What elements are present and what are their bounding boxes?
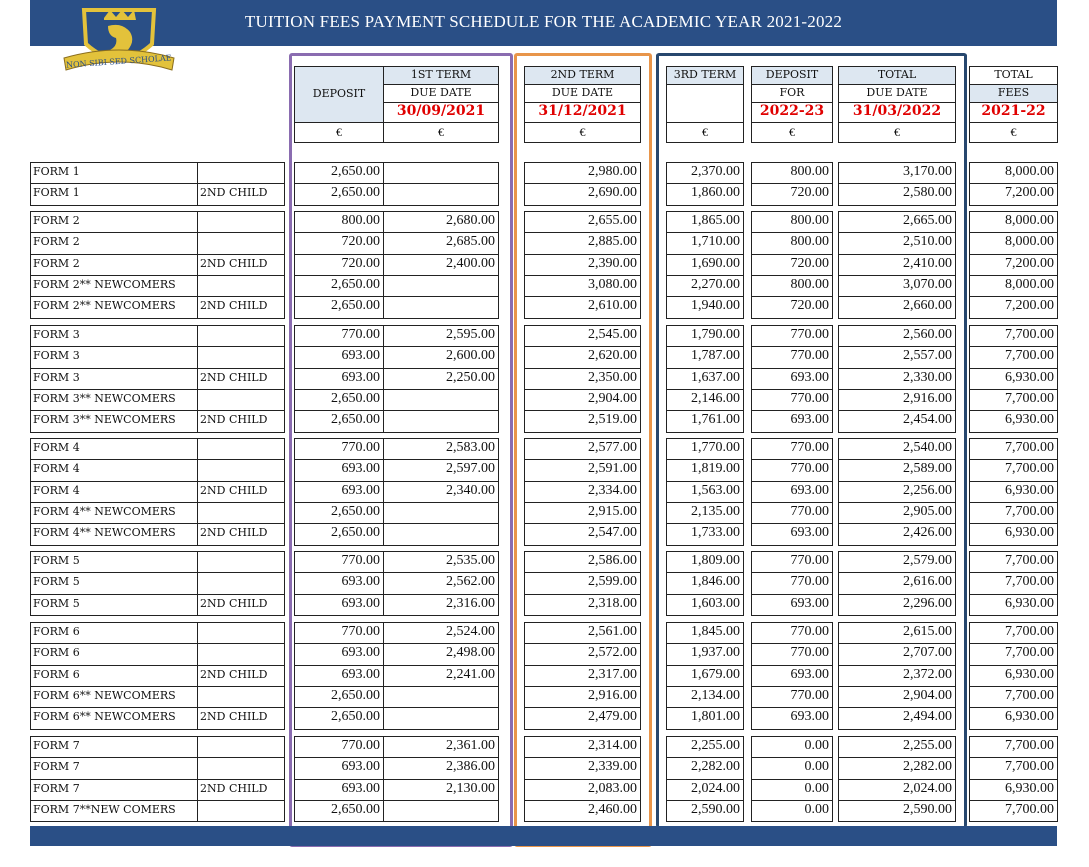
amount-t3: 2,282.00 — [666, 757, 744, 780]
amount-t1 — [383, 389, 499, 411]
child-label: 2ND CHILD — [197, 296, 285, 319]
amount-total: 2,916.00 — [838, 389, 956, 411]
form-label: FORM 6 — [30, 665, 198, 687]
amount-deposit: 2,650.00 — [294, 707, 384, 730]
amount-fees: 7,700.00 — [969, 622, 1058, 644]
page-title: TUITION FEES PAYMENT SCHEDULE FOR THE ACADEMIC YEAR 2021-2022 — [244, 12, 843, 31]
amount-t3: 1,940.00 — [666, 296, 744, 319]
form-label: FORM 2 — [30, 211, 198, 233]
amount-t3: 1,761.00 — [666, 410, 744, 433]
amount-fees: 7,700.00 — [969, 800, 1058, 822]
form-label: FORM 7**NEW COMERS — [30, 800, 198, 822]
form-label: FORM 6 — [30, 643, 198, 666]
amount-t1 — [383, 410, 499, 433]
child-label — [197, 800, 285, 822]
form-label: FORM 7 — [30, 779, 198, 801]
form-label: FORM 4 — [30, 438, 198, 460]
amount-deposit: 2,650.00 — [294, 389, 384, 411]
amount-t3: 1,937.00 — [666, 643, 744, 666]
currency-fees: € — [969, 122, 1058, 143]
form-label: FORM 4** NEWCOMERS — [30, 502, 198, 524]
amount-t2: 2,350.00 — [524, 368, 641, 390]
header-total-due: DUE DATE — [838, 84, 956, 103]
child-label — [197, 622, 285, 644]
child-label — [197, 686, 285, 708]
amount-t3: 2,255.00 — [666, 736, 744, 758]
child-label: 2ND CHILD — [197, 183, 285, 206]
amount-t3: 1,710.00 — [666, 232, 744, 255]
amount-fees: 8,000.00 — [969, 211, 1058, 233]
amount-total: 2,256.00 — [838, 481, 956, 503]
amount-total: 2,557.00 — [838, 346, 956, 369]
amount-t3: 2,134.00 — [666, 686, 744, 708]
amount-t2: 2,318.00 — [524, 594, 641, 616]
amount-total: 2,540.00 — [838, 438, 956, 460]
amount-dep: 0.00 — [751, 736, 833, 758]
amount-dep: 693.00 — [751, 368, 833, 390]
amount-t1: 2,524.00 — [383, 622, 499, 644]
child-label — [197, 551, 285, 573]
amount-deposit: 693.00 — [294, 594, 384, 616]
child-label — [197, 459, 285, 482]
amount-fees: 7,700.00 — [969, 438, 1058, 460]
form-label: FORM 4 — [30, 481, 198, 503]
form-label: FORM 3 — [30, 346, 198, 369]
form-label: FORM 5 — [30, 594, 198, 616]
amount-deposit: 770.00 — [294, 438, 384, 460]
amount-fees: 8,000.00 — [969, 275, 1058, 297]
child-label: 2ND CHILD — [197, 481, 285, 503]
amount-dep: 770.00 — [751, 643, 833, 666]
amount-total: 3,170.00 — [838, 162, 956, 184]
amount-t3: 1,809.00 — [666, 551, 744, 573]
amount-dep: 770.00 — [751, 346, 833, 369]
amount-dep: 770.00 — [751, 686, 833, 708]
amount-deposit: 693.00 — [294, 643, 384, 666]
amount-dep: 770.00 — [751, 325, 833, 347]
title-banner — [30, 0, 1057, 46]
amount-total: 2,904.00 — [838, 686, 956, 708]
amount-dep: 770.00 — [751, 502, 833, 524]
amount-fees: 7,700.00 — [969, 346, 1058, 369]
amount-deposit: 693.00 — [294, 665, 384, 687]
form-label: FORM 3** NEWCOMERS — [30, 410, 198, 433]
amount-t3: 2,024.00 — [666, 779, 744, 801]
amount-deposit: 693.00 — [294, 459, 384, 482]
header-total: TOTAL — [838, 66, 956, 85]
amount-deposit: 2,650.00 — [294, 183, 384, 206]
amount-t3: 1,787.00 — [666, 346, 744, 369]
amount-dep: 800.00 — [751, 162, 833, 184]
currency-t3: € — [666, 122, 744, 143]
child-label — [197, 211, 285, 233]
amount-fees: 7,700.00 — [969, 551, 1058, 573]
header-term1: 1ST TERM — [383, 66, 499, 85]
amount-deposit: 2,650.00 — [294, 162, 384, 184]
amount-t2: 2,586.00 — [524, 551, 641, 573]
amount-t3: 1,846.00 — [666, 572, 744, 595]
amount-dep: 693.00 — [751, 707, 833, 730]
amount-total: 2,615.00 — [838, 622, 956, 644]
amount-t2: 2,317.00 — [524, 665, 641, 687]
amount-fees: 6,930.00 — [969, 707, 1058, 730]
amount-deposit: 720.00 — [294, 232, 384, 255]
amount-t3: 2,135.00 — [666, 502, 744, 524]
amount-t2: 2,519.00 — [524, 410, 641, 433]
amount-deposit: 2,650.00 — [294, 800, 384, 822]
amount-total: 2,579.00 — [838, 551, 956, 573]
amount-t2: 2,547.00 — [524, 523, 641, 546]
amount-t2: 2,915.00 — [524, 502, 641, 524]
header-term1-due: DUE DATE — [383, 84, 499, 103]
currency-t2: € — [524, 122, 641, 143]
amount-t1: 2,498.00 — [383, 643, 499, 666]
amount-t3: 1,770.00 — [666, 438, 744, 460]
amount-t3: 1,790.00 — [666, 325, 744, 347]
amount-deposit: 2,650.00 — [294, 296, 384, 319]
form-label: FORM 1 — [30, 162, 198, 184]
footer-bar — [30, 826, 1057, 846]
form-label: FORM 6** NEWCOMERS — [30, 686, 198, 708]
child-label — [197, 643, 285, 666]
amount-t1: 2,361.00 — [383, 736, 499, 758]
amount-total: 3,070.00 — [838, 275, 956, 297]
header-deposit: DEPOSIT — [294, 66, 384, 123]
amount-dep: 770.00 — [751, 459, 833, 482]
amount-t1: 2,130.00 — [383, 779, 499, 801]
child-label — [197, 162, 285, 184]
amount-t1 — [383, 800, 499, 822]
amount-t2: 2,980.00 — [524, 162, 641, 184]
child-label: 2ND CHILD — [197, 368, 285, 390]
amount-t1: 2,680.00 — [383, 211, 499, 233]
amount-t1: 2,595.00 — [383, 325, 499, 347]
form-label: FORM 7 — [30, 736, 198, 758]
amount-dep: 693.00 — [751, 665, 833, 687]
amount-dep: 693.00 — [751, 594, 833, 616]
amount-t3: 2,590.00 — [666, 800, 744, 822]
header-fees: FEES — [969, 84, 1058, 103]
amount-fees: 7,700.00 — [969, 459, 1058, 482]
amount-fees: 6,930.00 — [969, 368, 1058, 390]
amount-t2: 2,591.00 — [524, 459, 641, 482]
amount-t1 — [383, 162, 499, 184]
form-label: FORM 2** NEWCOMERS — [30, 296, 198, 319]
header-deposit-next-year: 2022-23 — [751, 102, 833, 123]
header-term2-date: 31/12/2021 — [524, 102, 641, 123]
form-label: FORM 6** NEWCOMERS — [30, 707, 198, 730]
child-label: 2ND CHILD — [197, 707, 285, 730]
amount-fees: 7,700.00 — [969, 736, 1058, 758]
amount-deposit: 693.00 — [294, 346, 384, 369]
amount-t1: 2,250.00 — [383, 368, 499, 390]
amount-t1 — [383, 275, 499, 297]
amount-t1 — [383, 502, 499, 524]
amount-t3: 2,146.00 — [666, 389, 744, 411]
amount-total: 2,494.00 — [838, 707, 956, 730]
amount-t3: 1,690.00 — [666, 254, 744, 276]
amount-fees: 7,700.00 — [969, 757, 1058, 780]
amount-total: 2,707.00 — [838, 643, 956, 666]
amount-total: 2,282.00 — [838, 757, 956, 780]
amount-fees: 7,200.00 — [969, 183, 1058, 206]
form-label: FORM 3 — [30, 368, 198, 390]
amount-fees: 6,930.00 — [969, 665, 1058, 687]
amount-total: 2,426.00 — [838, 523, 956, 546]
amount-t1 — [383, 523, 499, 546]
amount-deposit: 2,650.00 — [294, 275, 384, 297]
amount-fees: 7,200.00 — [969, 254, 1058, 276]
child-label — [197, 736, 285, 758]
child-label — [197, 572, 285, 595]
amount-t3: 2,370.00 — [666, 162, 744, 184]
amount-dep: 770.00 — [751, 622, 833, 644]
amount-total: 2,589.00 — [838, 459, 956, 482]
header-term2-due: DUE DATE — [524, 84, 641, 103]
amount-fees: 7,700.00 — [969, 325, 1058, 347]
amount-deposit: 800.00 — [294, 211, 384, 233]
child-label — [197, 438, 285, 460]
amount-dep: 693.00 — [751, 523, 833, 546]
amount-total: 2,580.00 — [838, 183, 956, 206]
child-label: 2ND CHILD — [197, 779, 285, 801]
header-total-date: 31/03/2022 — [838, 102, 956, 123]
amount-total: 2,372.00 — [838, 665, 956, 687]
amount-t1: 2,562.00 — [383, 572, 499, 595]
amount-t3: 2,270.00 — [666, 275, 744, 297]
header-fees-year: 2021-22 — [969, 102, 1058, 123]
amount-deposit: 770.00 — [294, 551, 384, 573]
child-label — [197, 275, 285, 297]
amount-deposit: 2,650.00 — [294, 502, 384, 524]
amount-deposit: 693.00 — [294, 757, 384, 780]
amount-fees: 7,700.00 — [969, 643, 1058, 666]
amount-t3: 1,845.00 — [666, 622, 744, 644]
header-fees-total: TOTAL — [969, 66, 1058, 85]
amount-t2: 2,885.00 — [524, 232, 641, 255]
amount-t3: 1,563.00 — [666, 481, 744, 503]
amount-deposit: 2,650.00 — [294, 686, 384, 708]
amount-t1: 2,535.00 — [383, 551, 499, 573]
amount-dep: 800.00 — [751, 275, 833, 297]
amount-t1: 2,685.00 — [383, 232, 499, 255]
header-term1-date: 30/09/2021 — [383, 102, 499, 123]
child-label — [197, 757, 285, 780]
amount-fees: 6,930.00 — [969, 523, 1058, 546]
amount-t2: 2,083.00 — [524, 779, 641, 801]
amount-t2: 2,339.00 — [524, 757, 641, 780]
amount-total: 2,560.00 — [838, 325, 956, 347]
child-label: 2ND CHILD — [197, 410, 285, 433]
amount-t2: 3,080.00 — [524, 275, 641, 297]
child-label: 2ND CHILD — [197, 523, 285, 546]
amount-t2: 2,655.00 — [524, 211, 641, 233]
amount-t2: 2,690.00 — [524, 183, 641, 206]
amount-t2: 2,577.00 — [524, 438, 641, 460]
amount-dep: 720.00 — [751, 296, 833, 319]
amount-deposit: 2,650.00 — [294, 410, 384, 433]
amount-fees: 7,700.00 — [969, 686, 1058, 708]
currency-deposit: € — [294, 122, 384, 143]
header-term3: 3RD TERM — [666, 66, 744, 85]
amount-t3: 1,679.00 — [666, 665, 744, 687]
amount-fees: 6,930.00 — [969, 779, 1058, 801]
form-label: FORM 4 — [30, 459, 198, 482]
amount-dep: 693.00 — [751, 481, 833, 503]
child-label: 2ND CHILD — [197, 254, 285, 276]
amount-t2: 2,620.00 — [524, 346, 641, 369]
amount-total: 2,590.00 — [838, 800, 956, 822]
amount-total: 2,024.00 — [838, 779, 956, 801]
amount-dep: 720.00 — [751, 254, 833, 276]
amount-fees: 7,700.00 — [969, 502, 1058, 524]
amount-deposit: 770.00 — [294, 736, 384, 758]
form-label: FORM 2 — [30, 254, 198, 276]
amount-t2: 2,916.00 — [524, 686, 641, 708]
amount-fees: 7,700.00 — [969, 389, 1058, 411]
amount-dep: 0.00 — [751, 800, 833, 822]
amount-t2: 2,334.00 — [524, 481, 641, 503]
amount-deposit: 720.00 — [294, 254, 384, 276]
form-label: FORM 6 — [30, 622, 198, 644]
amount-total: 2,296.00 — [838, 594, 956, 616]
amount-t2: 2,479.00 — [524, 707, 641, 730]
currency-t1: € — [383, 122, 499, 143]
amount-dep: 720.00 — [751, 183, 833, 206]
amount-total: 2,330.00 — [838, 368, 956, 390]
amount-t2: 2,314.00 — [524, 736, 641, 758]
form-label: FORM 1 — [30, 183, 198, 206]
header-term2: 2ND TERM — [524, 66, 641, 85]
amount-dep: 770.00 — [751, 438, 833, 460]
child-label — [197, 346, 285, 369]
amount-t3: 1,801.00 — [666, 707, 744, 730]
amount-deposit: 2,650.00 — [294, 523, 384, 546]
form-label: FORM 4** NEWCOMERS — [30, 523, 198, 546]
form-label: FORM 3 — [30, 325, 198, 347]
amount-dep: 800.00 — [751, 232, 833, 255]
amount-fees: 6,930.00 — [969, 481, 1058, 503]
amount-t2: 2,460.00 — [524, 800, 641, 822]
form-label: FORM 3** NEWCOMERS — [30, 389, 198, 411]
amount-t1: 2,600.00 — [383, 346, 499, 369]
amount-t3: 1,860.00 — [666, 183, 744, 206]
amount-t2: 2,610.00 — [524, 296, 641, 319]
child-label: 2ND CHILD — [197, 665, 285, 687]
amount-t3: 1,637.00 — [666, 368, 744, 390]
amount-fees: 7,700.00 — [969, 572, 1058, 595]
child-label: 2ND CHILD — [197, 594, 285, 616]
amount-t3: 1,865.00 — [666, 211, 744, 233]
amount-total: 2,255.00 — [838, 736, 956, 758]
amount-total: 2,660.00 — [838, 296, 956, 319]
amount-total: 2,510.00 — [838, 232, 956, 255]
amount-t1: 2,583.00 — [383, 438, 499, 460]
crest-motto: NON SIBI SED SCHOLAE — [65, 53, 172, 70]
amount-t1: 2,386.00 — [383, 757, 499, 780]
amount-total: 2,616.00 — [838, 572, 956, 595]
amount-t1 — [383, 296, 499, 319]
amount-t2: 2,904.00 — [524, 389, 641, 411]
amount-t2: 2,572.00 — [524, 643, 641, 666]
amount-t1 — [383, 707, 499, 730]
amount-dep: 800.00 — [751, 211, 833, 233]
amount-dep: 770.00 — [751, 572, 833, 595]
amount-t1: 2,316.00 — [383, 594, 499, 616]
amount-t1: 2,400.00 — [383, 254, 499, 276]
amount-dep: 0.00 — [751, 757, 833, 780]
amount-t1: 2,340.00 — [383, 481, 499, 503]
form-label: FORM 2 — [30, 232, 198, 255]
amount-deposit: 693.00 — [294, 572, 384, 595]
child-label — [197, 502, 285, 524]
header-term3-blank — [666, 84, 744, 123]
amount-fees: 6,930.00 — [969, 594, 1058, 616]
amount-dep: 693.00 — [751, 410, 833, 433]
amount-t2: 2,599.00 — [524, 572, 641, 595]
header-deposit-next-for: FOR — [751, 84, 833, 103]
amount-t3: 1,819.00 — [666, 459, 744, 482]
child-label — [197, 325, 285, 347]
amount-deposit: 693.00 — [294, 481, 384, 503]
amount-fees: 7,200.00 — [969, 296, 1058, 319]
amount-fees: 8,000.00 — [969, 162, 1058, 184]
amount-dep: 0.00 — [751, 779, 833, 801]
header-deposit-next: DEPOSIT — [751, 66, 833, 85]
form-label: FORM 7 — [30, 757, 198, 780]
amount-fees: 8,000.00 — [969, 232, 1058, 255]
amount-total: 2,454.00 — [838, 410, 956, 433]
amount-total: 2,410.00 — [838, 254, 956, 276]
amount-dep: 770.00 — [751, 389, 833, 411]
child-label — [197, 389, 285, 411]
currency-total: € — [838, 122, 956, 143]
amount-t2: 2,561.00 — [524, 622, 641, 644]
child-label — [197, 232, 285, 255]
amount-t2: 2,545.00 — [524, 325, 641, 347]
school-crest-logo — [60, 4, 178, 78]
amount-total: 2,665.00 — [838, 211, 956, 233]
amount-t1: 2,597.00 — [383, 459, 499, 482]
amount-deposit: 693.00 — [294, 779, 384, 801]
amount-total: 2,905.00 — [838, 502, 956, 524]
form-label: FORM 5 — [30, 551, 198, 573]
amount-t1 — [383, 686, 499, 708]
amount-deposit: 770.00 — [294, 622, 384, 644]
amount-t1 — [383, 183, 499, 206]
amount-deposit: 693.00 — [294, 368, 384, 390]
form-label: FORM 5 — [30, 572, 198, 595]
amount-t1: 2,241.00 — [383, 665, 499, 687]
form-label: FORM 2** NEWCOMERS — [30, 275, 198, 297]
amount-t2: 2,390.00 — [524, 254, 641, 276]
amount-t3: 1,603.00 — [666, 594, 744, 616]
amount-t3: 1,733.00 — [666, 523, 744, 546]
amount-deposit: 770.00 — [294, 325, 384, 347]
amount-fees: 6,930.00 — [969, 410, 1058, 433]
currency-dep: € — [751, 122, 833, 143]
amount-dep: 770.00 — [751, 551, 833, 573]
